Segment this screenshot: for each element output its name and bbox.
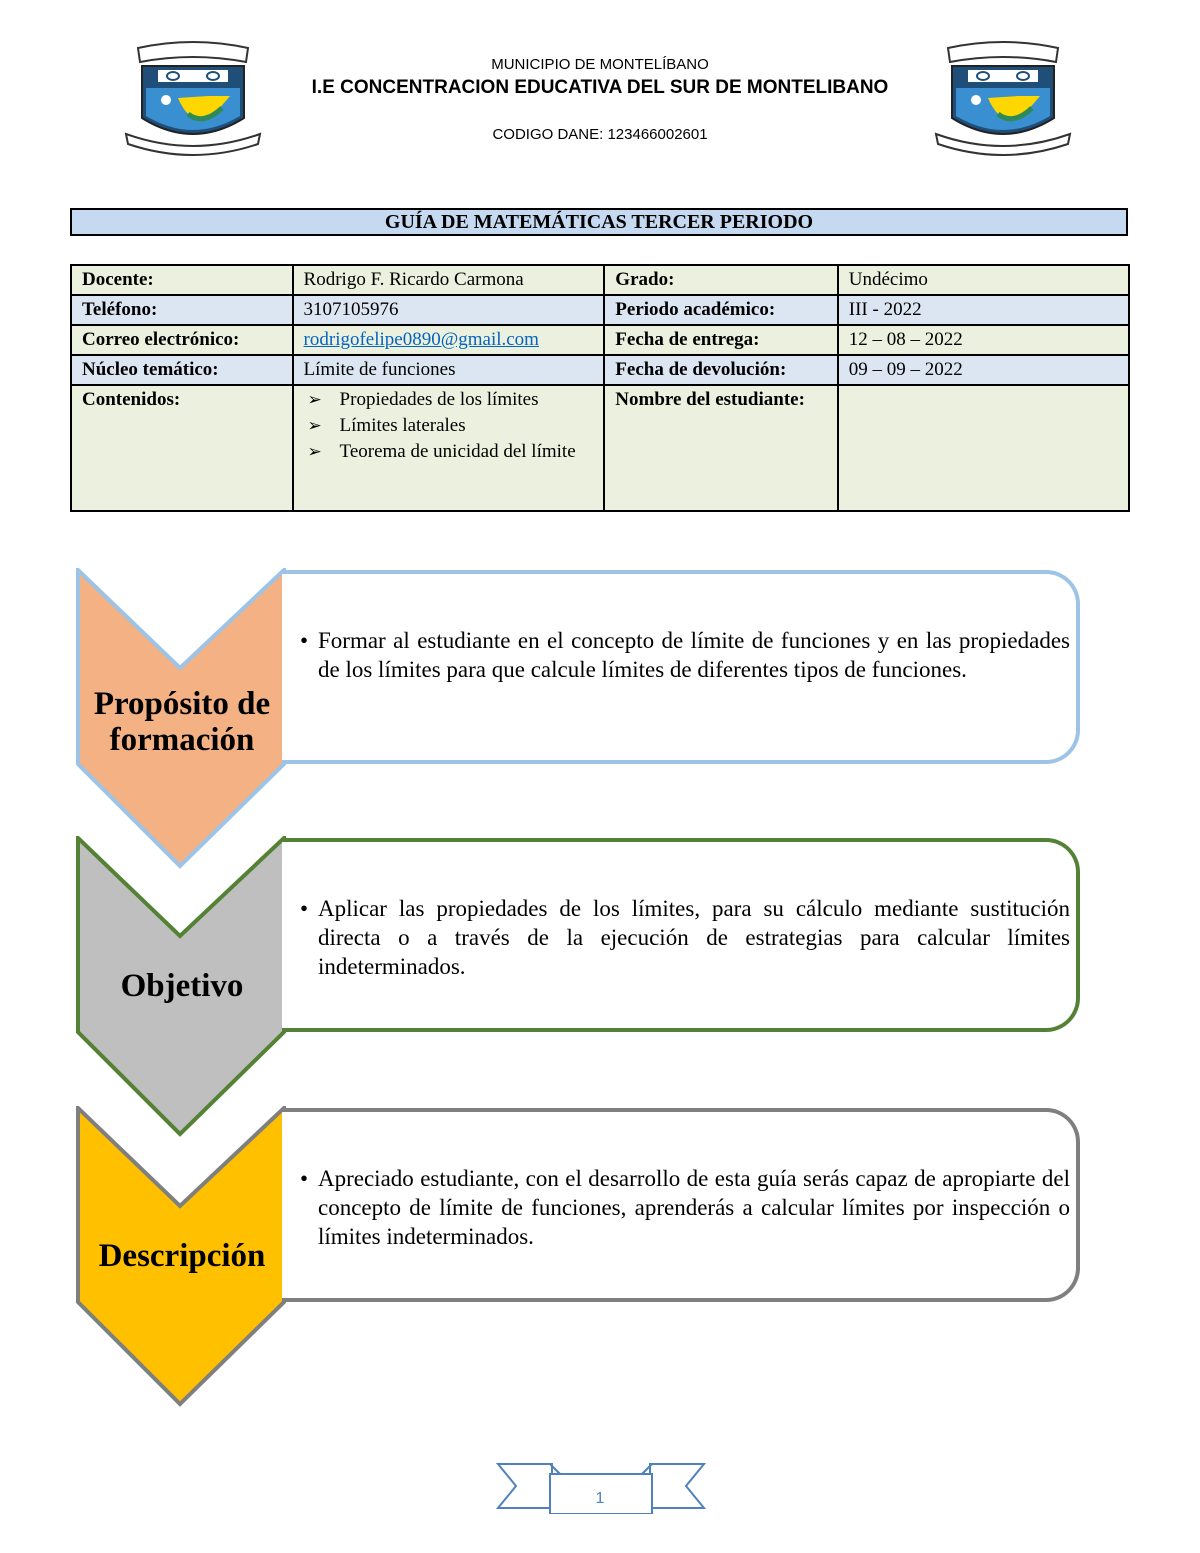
contenidos-list	[304, 387, 594, 465]
block-descripcion	[0, 1106, 1200, 1406]
guide-title: GUÍA DE MATEMÁTICAS TERCER PERIODO	[70, 208, 1128, 236]
bullet-icon: •	[300, 1166, 309, 1191]
page-number: 1	[595, 1490, 605, 1507]
block-label: Propósito de formación	[93, 686, 271, 758]
block-objetivo	[0, 836, 1200, 1136]
nucleo-value: Límite de funciones	[293, 355, 605, 385]
block-label: Descripción	[98, 1238, 266, 1274]
entrega-label: Fecha de entrega:	[604, 325, 837, 355]
block-text	[300, 626, 1070, 684]
correo-label: Correo electrónico:	[71, 325, 293, 355]
list-item: ➢ Teorema de unicidad del límite	[340, 439, 594, 465]
school-crest-logo	[928, 38, 1078, 156]
info-row	[71, 325, 1129, 355]
telefono-label: Teléfono:	[71, 295, 293, 325]
docente-label: Docente:	[71, 265, 293, 295]
list-item: ➢ Propiedades de los límites	[340, 387, 594, 413]
devolucion-value: 09 – 09 – 2022	[838, 355, 1129, 385]
info-row	[71, 385, 1129, 511]
docente-value: Rodrigo F. Ricardo Carmona	[293, 265, 605, 295]
school-crest-logo	[118, 38, 268, 156]
entrega-value: 12 – 08 – 2022	[838, 325, 1129, 355]
info-row	[71, 355, 1129, 385]
telefono-value: 3107105976	[293, 295, 605, 325]
info-row	[71, 295, 1129, 325]
nombre-value[interactable]	[838, 385, 1129, 511]
block-text	[300, 894, 1070, 981]
header-institution: I.E CONCENTRACION EDUCATIVA DEL SUR DE MONTELIBANO	[311, 77, 889, 98]
nucleo-label: Núcleo temático:	[71, 355, 293, 385]
correo-cell	[293, 325, 605, 355]
devolucion-label: Fecha de devolución:	[604, 355, 837, 385]
block-text-content: Formar al estudiante en el concepto de límite de funciones y en las propiedades de los límites para que calcule límites de diferentes tipos de funciones.	[318, 628, 1070, 682]
block-text-content: Aplicar las propiedades de los límites, para su cálculo mediante sustitución directa o a través de la ejecución de estrategias para calcular límites indeterminados.	[318, 896, 1070, 979]
nombre-label: Nombre del estudiante:	[604, 385, 837, 511]
contenidos-value	[293, 385, 605, 511]
email-link[interactable]: rodrigofelipe0890@gmail.com	[303, 329, 539, 350]
grado-label: Grado:	[604, 265, 837, 295]
block-text	[300, 1164, 1070, 1251]
list-item: ➢ Límites laterales	[340, 413, 594, 439]
periodo-label: Periodo académico:	[604, 295, 837, 325]
header-municipio: MUNICIPIO DE MONTELÍBANO	[491, 56, 709, 73]
bullet-icon: •	[300, 628, 309, 653]
grado-value: Undécimo	[838, 265, 1129, 295]
info-table	[70, 264, 1130, 512]
periodo-value: III - 2022	[838, 295, 1129, 325]
bullet-icon: •	[300, 896, 309, 921]
info-row	[71, 265, 1129, 295]
block-text-content: Apreciado estudiante, con el desarrollo de esta guía serás capaz de apropiarte del concepto de límite de funciones, aprenderás a calcular límites por inspección o límites indeterminados.	[318, 1166, 1070, 1249]
contenidos-label: Contenidos:	[71, 385, 293, 511]
block-label: Objetivo	[120, 968, 244, 1004]
header-dane-code: CODIGO DANE: 123466002601	[492, 126, 708, 143]
block-proposito	[0, 568, 1200, 868]
